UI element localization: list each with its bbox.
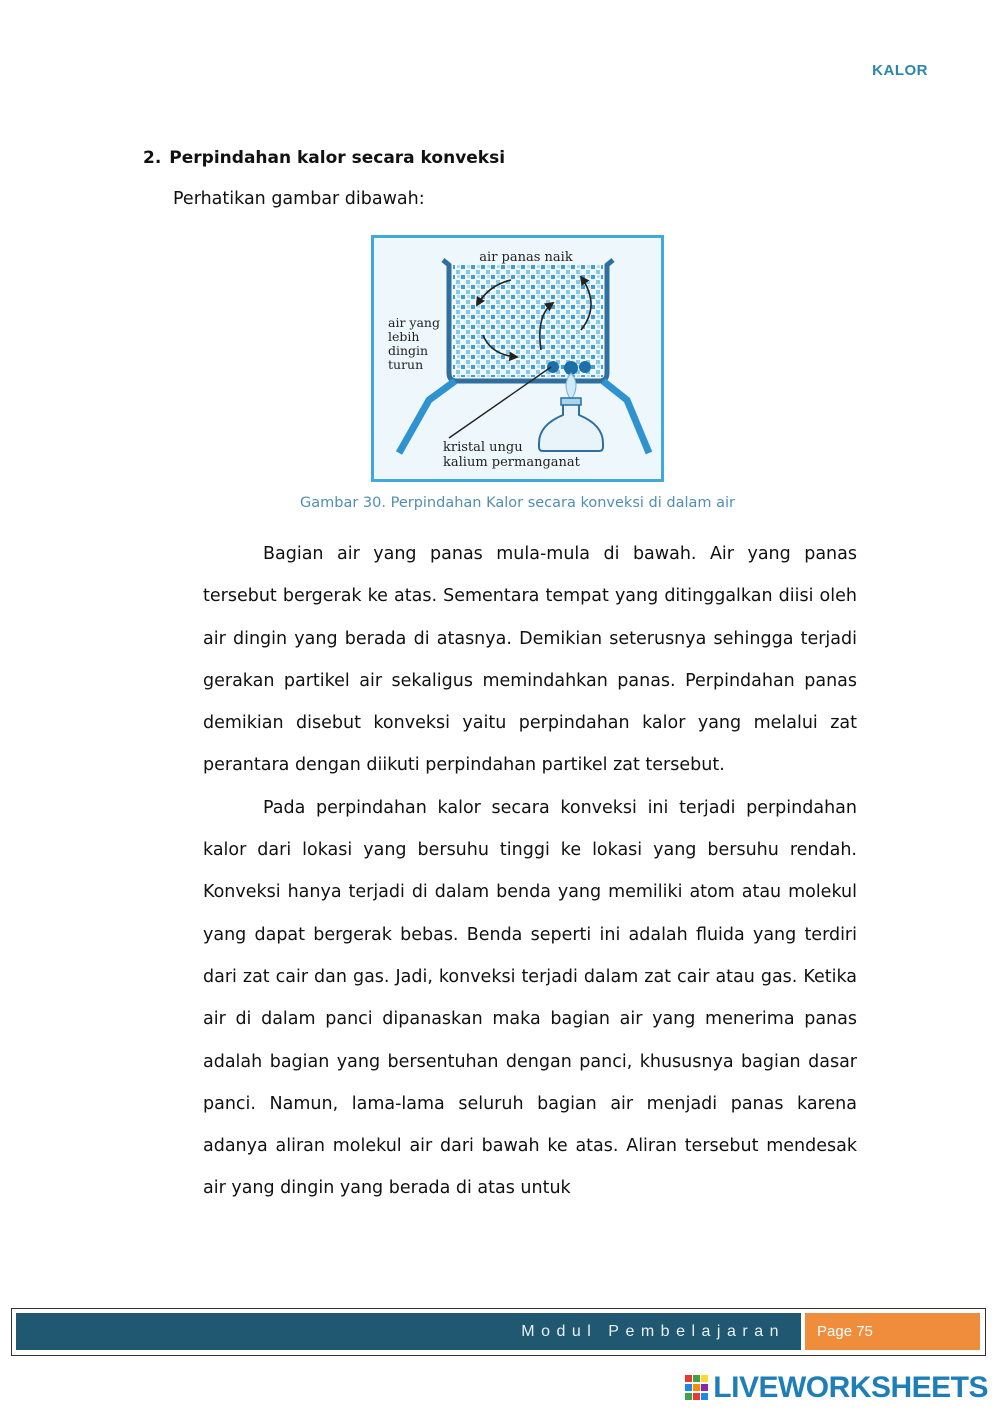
label-hot-water-rises: air panas naik xyxy=(479,250,573,265)
paragraph: Pada perpindahan kalor secara konveksi ini terjadi perpindahan kalor dari lokasi yang bersuhu tinggi ke lokasi yang bersuhu rendah. Konveksi hanya terjadi di dalam benda yang memiliki atom atau molekul yang dapat bergerak bebas. Benda seperti ini adalah fluida yang terdiri dari zat cair dan gas. Jadi, konveksi terjadi dalam zat cair atau gas. Ketika air di dalam panci dipanaskan maka bagian air yang menerima panas adalah bagian yang bersentuhan dengan panci, khususnya bagian dasar panci. Namun, lama-lama seluruh bagian air menjadi panas karena adanya aliran molekul air dari bawah ke atas. Aliran tersebut mendesak air yang dingin yang berada di atas untuk xyxy=(203,797,857,1199)
footer-module-label: Modul Pembelajaran xyxy=(16,1313,801,1350)
liveworksheets-brand[interactable] xyxy=(685,1371,988,1405)
intro-text: Perhatikan gambar dibawah: xyxy=(173,189,425,209)
burner-cap xyxy=(561,398,581,405)
convection-illustration xyxy=(371,235,664,482)
page-footer xyxy=(11,1308,986,1356)
crystal xyxy=(547,361,559,373)
water xyxy=(453,265,603,377)
liveworksheets-wordmark: LIVEWORKSHEETS xyxy=(713,1371,988,1404)
liveworksheets-logo-icon xyxy=(685,1375,709,1401)
paragraph: Bagian air yang panas mula-mula di bawah. Air yang panas tersebut bergerak ke atas. Sementara tempat yang ditinggalkan diisi oleh air dingin yang berada di atasnya. Demikian seterusnya sehingga terjadi gerakan partikel air sekaligus memindahkan panas. Perpindahan panas demikian disebut konveksi yaitu perpindahan kalor yang melalui zat perantara dengan diikuti perpindahan partikel zat tersebut. xyxy=(203,544,857,776)
section-heading xyxy=(143,148,505,168)
footer-page-number: Page 75 xyxy=(805,1313,980,1350)
convection-figure xyxy=(371,235,664,482)
crystal xyxy=(579,361,591,373)
section-title: Perpindahan kalor secara konveksi xyxy=(169,148,506,168)
running-header: KALOR xyxy=(872,62,928,79)
section-number: 2. xyxy=(143,148,162,168)
figure-caption: Gambar 30. Perpindahan Kalor secara konveksi di dalam air xyxy=(300,495,735,511)
label-cold-water-sinks: air yang lebih dingin turun xyxy=(388,315,440,372)
label-crystals: kristal ungu kalium permanganat xyxy=(443,440,580,470)
body-text xyxy=(203,533,857,1210)
